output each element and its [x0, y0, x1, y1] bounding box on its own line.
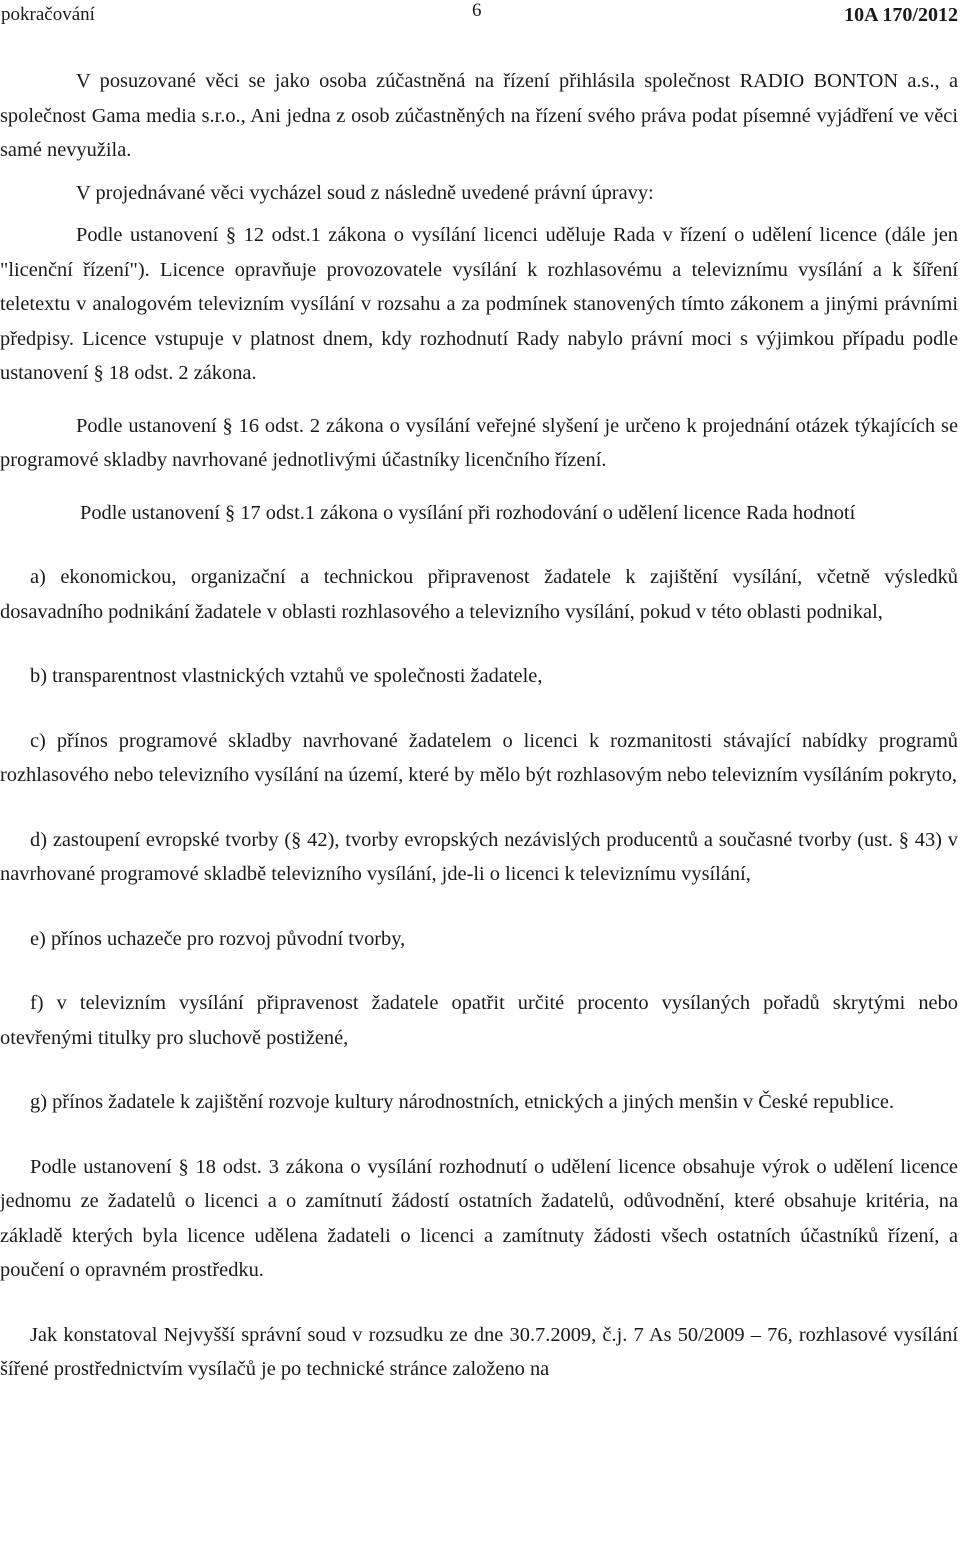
criterion-b: b) transparentnost vlastnických vztahů ve společnosti žadatele, [30, 665, 543, 687]
paragraph-participants: V posuzované věci se jako osoba zúčastněná na řízení přihlásila společnost RADIO BONTON a.s., a společnost Gama media s.r.o., Ani jedna z osob zúčastněných na řízení svého práva podat písemné vyjádření ve věci samé nevyužila. [0, 70, 958, 161]
paragraph-supreme-court: Jak konstatoval Nejvyšší správní soud v rozsudku ze dne 30.7.2009, č.j. 7 As 50/2009 – 76, rozhlasové vysílání šířené prostřednictvím vysílačů je po technické stránce založeno na [0, 1323, 958, 1380]
case-number: 10A 170/2012 [844, 4, 958, 26]
criterion-f: f) v televizním vysílání připravenost žadatele opatřit určité procento vysílaných pořadů skrytými nebo otevřenými titulky pro sluchově postižené, [0, 992, 958, 1049]
criterion-a: a) ekonomickou, organizační a technickou připravenost žadatele k zajištění vysílání, včetně výsledků dosavadního podnikání žadatele v oblasti rozhlasového a televizního vysílání, pokud v této oblasti podnikal, [0, 566, 958, 623]
paragraph-section-18: Podle ustanovení § 18 odst. 3 zákona o vysílání rozhodnutí o udělení licence obsahuje výrok o udělení licence jednomu ze žadatelů o licenci a o zamítnutí žádostí ostatních žadatelů, odůvodnění, které obsahuje kritéria, na základě kterých byla licence udělena žadateli o licenci a zamítnuty žádosti všech ostatních účastníků řízení, a poučení o opravném prostředku. [0, 1155, 958, 1281]
paragraph-section-16: Podle ustanovení § 16 odst. 2 zákona o vysílání veřejné slyšení je určeno k projednání otázek týkajících se programové skladby navrhované jednotlivými účastníky licenčního řízení. [0, 414, 958, 471]
continuation-label: pokračování [1, 4, 95, 25]
document-body [0, 64, 958, 1387]
page-number: 6 [472, 0, 482, 21]
page-header [0, 0, 960, 30]
paragraph-section-17: Podle ustanovení § 17 odst.1 zákona o vysílání při rozhodování o udělení licence Rada hodnotí [80, 501, 856, 524]
criterion-e: e) přínos uchazeče pro rozvoj původní tvorby, [30, 927, 406, 950]
paragraph-section-12: Podle ustanovení § 12 odst.1 zákona o vysílání licenci uděluje Rada v řízení o udělení licence (dále jen "licenční řízení"). Licence opravňuje provozovatele vysílání k rozhlasovému a televiznímu vysílání a k šíření teletextu v analogovém televizním vysílání v rozsahu a za podmínek stanovených tímto zákonem a jinými právními předpisy. Licence vstupuje v platnost dnem, kdy rozhodnutí Rady nabylo právní moci s výjimkou případu podle ustanovení § 18 odst. 2 zákona. [0, 224, 958, 384]
paragraph-legal-basis: V projednávané věci vycházel soud z následně uvedené právní úpravy: [76, 181, 654, 204]
criterion-d: d) zastoupení evropské tvorby (§ 42), tvorby evropských nezávislých producentů a současné tvorby (ust. § 43) v navrhované programové skladbě televizního vysílání, jde-li o licenci k televiznímu vysílání, [0, 828, 958, 885]
criterion-c: c) přínos programové skladby navrhované žadatelem o licenci k rozmanitosti stávající nabídky programů rozhlasového nebo televizního vysílání na území, které by mělo být rozhlasovým nebo televizním vysíláním pokryto, [0, 729, 958, 786]
criterion-g: g) přínos žadatele k zajištění rozvoje kultury národnostních, etnických a jiných menšin v České republice. [30, 1091, 895, 1113]
